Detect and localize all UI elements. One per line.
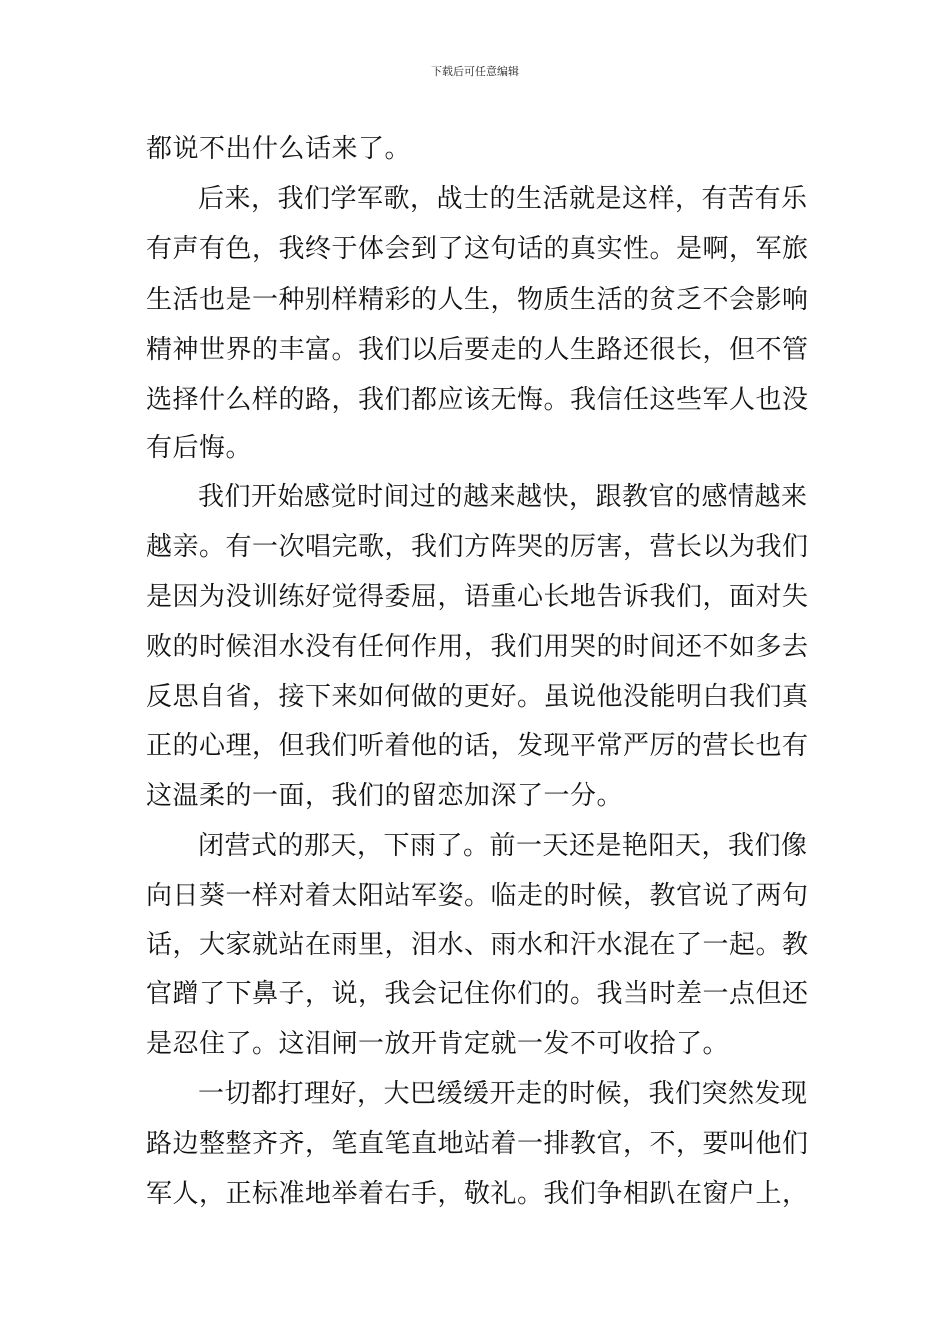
text-line: 选择什么样的路，我们都应该无悔。我信任这些军人也没 (146, 385, 809, 415)
text-line: 我们开始感觉时间过的越来越快，跟教官的感情越来 (198, 482, 808, 512)
text-line: 都说不出什么话来了。 (146, 134, 412, 164)
text-line: 话，大家就站在雨里，泪水、雨水和汗水混在了一起。教 (146, 930, 809, 960)
text-line: 反思自省，接下来如何做的更好。虽说他没能明白我们真 (146, 682, 809, 712)
text-line: 向日葵一样对着太阳站军姿。临走的时候，教官说了两句 (146, 881, 809, 911)
text-line: 有后悔。 (146, 433, 253, 463)
page-header: 下载后可任意编辑 (431, 65, 519, 78)
text-line: 闭营式的那天，下雨了。前一天还是艳阳天，我们像 (198, 831, 808, 861)
text-line: 精神世界的丰富。我们以后要走的人生路还很长，但不管 (146, 335, 809, 365)
text-line: 生活也是一种别样精彩的人生，物质生活的贫乏不会影响 (146, 285, 809, 315)
text-line: 官蹭了下鼻子，说，我会记住你们的。我当时差一点但还 (146, 979, 809, 1009)
text-line: 越亲。有一次唱完歌，我们方阵哭的厉害，营长以为我们 (146, 532, 809, 562)
text-line: 军人，正标准地举着右手，敬礼。我们争相趴在窗户上， (146, 1179, 809, 1209)
text-line: 败的时候泪水没有任何作用，我们用哭的时间还不如多去 (146, 632, 809, 662)
text-line: 是因为没训练好觉得委屈，语重心长地告诉我们，面对失 (146, 582, 809, 612)
text-line: 是忍住了。这泪闸一放开肯定就一发不可收拾了。 (146, 1029, 730, 1059)
text-line: 正的心理，但我们听着他的话，发现平常严厉的营长也有 (146, 731, 809, 761)
text-line: 后来，我们学军歌，战士的生活就是这样，有苦有乐 (198, 184, 808, 214)
text-line: 路边整整齐齐，笔直笔直地站着一排教官，不，要叫他们 (146, 1129, 809, 1159)
text-line: 一切都打理好，大巴缓缓开走的时候，我们突然发现 (198, 1079, 808, 1109)
text-line: 这温柔的一面，我们的留恋加深了一分。 (146, 781, 624, 811)
text-line: 有声有色，我终于体会到了这句话的真实性。是啊，军旅 (146, 234, 809, 264)
